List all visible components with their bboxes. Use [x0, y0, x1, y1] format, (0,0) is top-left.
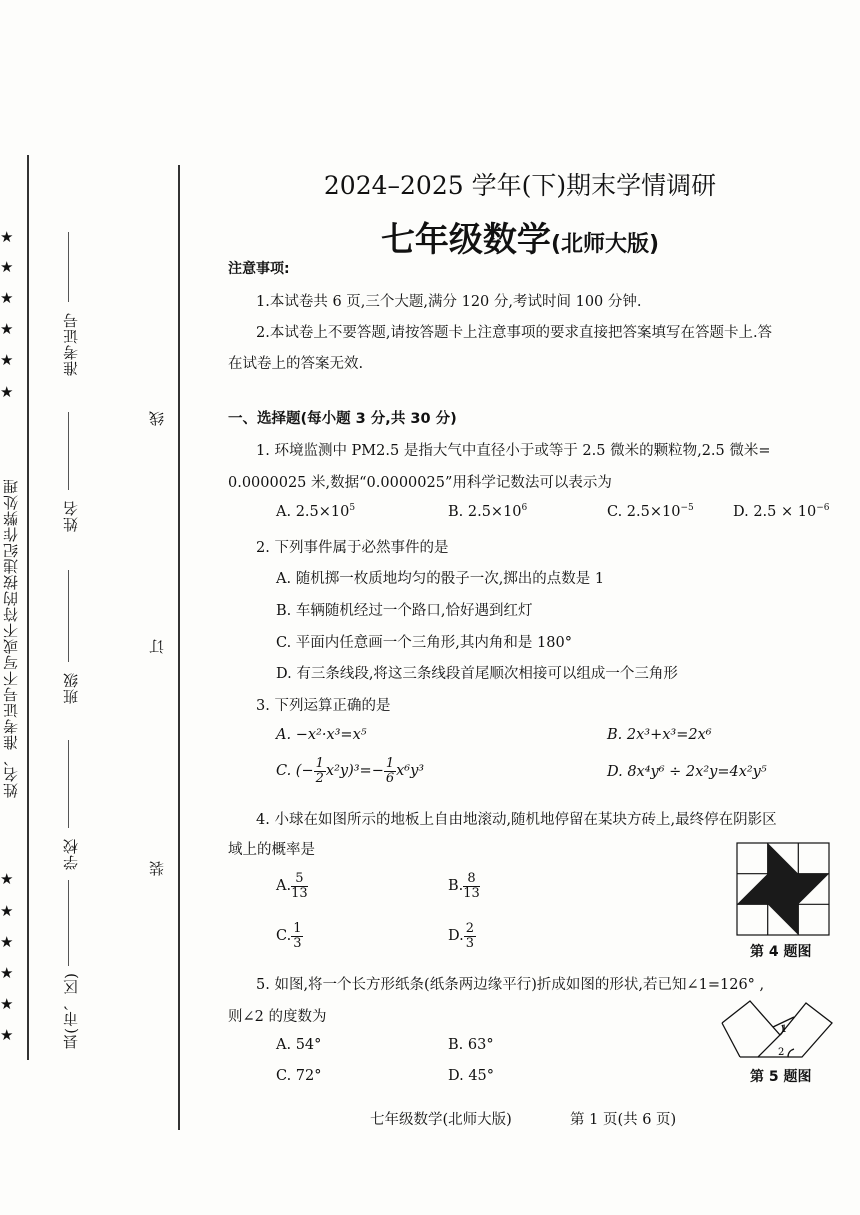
footer-page-number: 第 1 页(共 6 页) [570, 1112, 677, 1128]
q4-c-den: 3 [293, 935, 302, 951]
star-icon: ★ [0, 228, 14, 246]
q4-c-num: 1 [293, 921, 302, 936]
field-class-blank[interactable] [68, 570, 69, 662]
q4-a-fraction [291, 872, 308, 900]
cut-mark-xian: 线 [148, 410, 166, 426]
exam-title: 2024–2025 学年(下)期末学情调研 [323, 171, 717, 200]
q4-a-den: 13 [291, 885, 308, 901]
q3-option-a: A. −x²·x³=x⁵ [276, 727, 367, 743]
q2-option-d: D. 有三条线段,将这三条线段首尾顺次相接可以组成一个三角形 [276, 666, 678, 682]
q3-option-d: D. 8x⁴y⁶ ÷ 2x²y=4x²y⁵ [607, 764, 767, 780]
q3-c-frac2-num: 1 [385, 756, 395, 771]
field-school-label: 学校 [62, 838, 80, 870]
q5-angle-2-label: 2 [778, 1047, 785, 1058]
notice-heading: 注意事项: [228, 261, 290, 277]
q1-a-exp: 5 [349, 503, 356, 513]
q1-option-d [733, 503, 830, 520]
edition-label: (北师大版) [550, 232, 660, 257]
q1-stem-line-2: 0.0000025 米,数据“0.0000025”用科学记数法可以表示为 [228, 475, 612, 491]
notice-item-2-line-2: 在试卷上的答案无效. [228, 356, 364, 372]
q4-option-d [448, 922, 476, 950]
star-icon: ★ [0, 320, 14, 338]
q3-c-suffix: x⁶y³ [396, 763, 425, 780]
q2-stem: 2. 下列事件属于必然事件的是 [256, 540, 449, 556]
q1-a-base: A. 2.5×10 [276, 503, 350, 520]
q1-option-b [448, 503, 527, 520]
q4-d-num: 2 [465, 921, 474, 936]
q4-b-den: 13 [463, 885, 480, 901]
star-icon: ★ [0, 258, 14, 276]
subject-name: 七年级数学 [380, 220, 551, 260]
q4-stem-line-2: 域上的概率是 [228, 842, 315, 858]
q4-option-c [276, 922, 303, 950]
q1-b-base: B. 2.5×10 [448, 503, 522, 520]
q4-a-label: A. [276, 878, 292, 895]
q4-b-num: 8 [463, 872, 480, 887]
notice-item-1: 1.本试卷共 6 页,三个大题,满分 120 分,考试时间 100 分钟. [256, 294, 642, 310]
star-icon: ★ [0, 383, 14, 401]
q5-figure-caption: 第 5 题图 [750, 1069, 812, 1085]
q3-c-frac1-den: 2 [315, 770, 324, 786]
q2-option-a: A. 随机掷一枚质地均匀的骰子一次,掷出的点数是 1 [276, 571, 605, 587]
q4-d-den: 3 [465, 935, 474, 951]
exam-subject-title [220, 212, 820, 261]
star-icon: ★ [0, 933, 14, 951]
q5-option-c: C. 72° [276, 1068, 322, 1084]
q4-floor-figure [736, 842, 830, 936]
q4-c-fraction [291, 922, 303, 950]
binding-line-left [27, 155, 29, 1060]
q5-option-a: A. 54° [276, 1037, 322, 1053]
q5-angle-1-label: 1 [781, 1024, 788, 1035]
q1-stem-line-1: 1. 环境监测中 PM2.5 是指大气中直径小于或等于 2.5 微米的颗粒物,2.5 微米= [256, 443, 771, 459]
q2-option-c: C. 平面内任意画一个三角形,其内角和是 180° [276, 635, 572, 651]
q1-c-exp: −5 [680, 503, 694, 513]
q1-option-a [276, 503, 355, 520]
q3-c-frac1-num: 1 [315, 756, 324, 771]
q4-c-label: C. [276, 928, 292, 945]
q4-stem-line-1: 4. 小球在如图所示的地板上自由地滚动,随机地停留在某块方砖上,最终停在阴影区 [256, 812, 777, 828]
q1-option-c [607, 503, 694, 520]
q4-option-a [276, 872, 308, 900]
q3-c-fraction-1 [314, 757, 326, 785]
star-icon: ★ [0, 1026, 14, 1044]
binding-line-right [178, 165, 180, 1130]
star-icon: ★ [0, 995, 14, 1013]
star-icon: ★ [0, 964, 14, 982]
q3-option-c [276, 757, 424, 785]
q4-d-label: D. [448, 928, 464, 945]
star-icon: ★ [0, 289, 14, 307]
q3-stem: 3. 下列运算正确的是 [256, 698, 391, 714]
q4-figure-caption: 第 4 题图 [750, 944, 812, 960]
footer-subject: 七年级数学(北师大版) [370, 1112, 512, 1128]
star-icon: ★ [0, 351, 14, 369]
field-exam-id-blank[interactable] [68, 232, 69, 302]
q5-option-b: B. 63° [448, 1037, 494, 1053]
star-icon: ★ [0, 870, 14, 888]
q5-stem-line-2: 则∠2 的度数为 [228, 1009, 327, 1025]
q2-option-b: B. 车辆随机经过一个路口,恰好遇到红灯 [276, 603, 533, 619]
q5-stem-line-1: 5. 如图,将一个长方形纸条(纸条两边缘平行)折成如图的形状,若已知∠1=126° , [256, 977, 765, 993]
field-exam-id-label: 准考证号 [62, 312, 80, 376]
cut-mark-zhuang: 装 [148, 860, 166, 876]
q3-option-b: B. 2x³+x³=2x⁶ [607, 727, 712, 743]
q1-d-exp: −6 [816, 503, 830, 513]
q1-b-exp: 6 [521, 503, 528, 513]
field-school-blank[interactable] [68, 740, 69, 828]
q3-c-frac2-den: 6 [385, 770, 395, 786]
field-class-label: 班级 [62, 672, 80, 704]
q4-a-num: 5 [291, 872, 308, 887]
binding-notice: 姓名、准考证号不写或不符的按违纪作弊处理 [2, 478, 20, 798]
field-name-blank[interactable] [68, 412, 69, 490]
field-county-blank[interactable] [68, 880, 69, 966]
cut-mark-ding: 订 [148, 638, 166, 654]
q1-d-base: D. 2.5 × 10 [733, 503, 817, 520]
q5-folded-strip-figure [718, 995, 836, 1063]
q4-d-fraction [464, 922, 476, 950]
q5-option-d: D. 45° [448, 1068, 495, 1084]
q4-b-fraction [463, 872, 480, 900]
q3-c-prefix: C. (− [276, 763, 314, 780]
q4-shaded-star [737, 843, 829, 935]
notice-item-2-line-1: 2.本试卷上不要答题,请按答题卡上注意事项的要求直接把答案填写在答题卡上.答 [256, 325, 773, 341]
q4-option-b [448, 872, 480, 900]
field-name-label: 姓名 [62, 500, 80, 532]
q3-c-middle: x²y)³=− [325, 763, 384, 780]
field-county-label: 县(市、区) [62, 972, 80, 1050]
q4-b-label: B. [448, 878, 464, 895]
star-icon: ★ [0, 902, 14, 920]
q3-c-fraction-2 [384, 757, 396, 785]
section-heading: 一、选择题(每小题 3 分,共 30 分) [228, 411, 457, 427]
q1-c-base: C. 2.5×10 [607, 503, 681, 520]
